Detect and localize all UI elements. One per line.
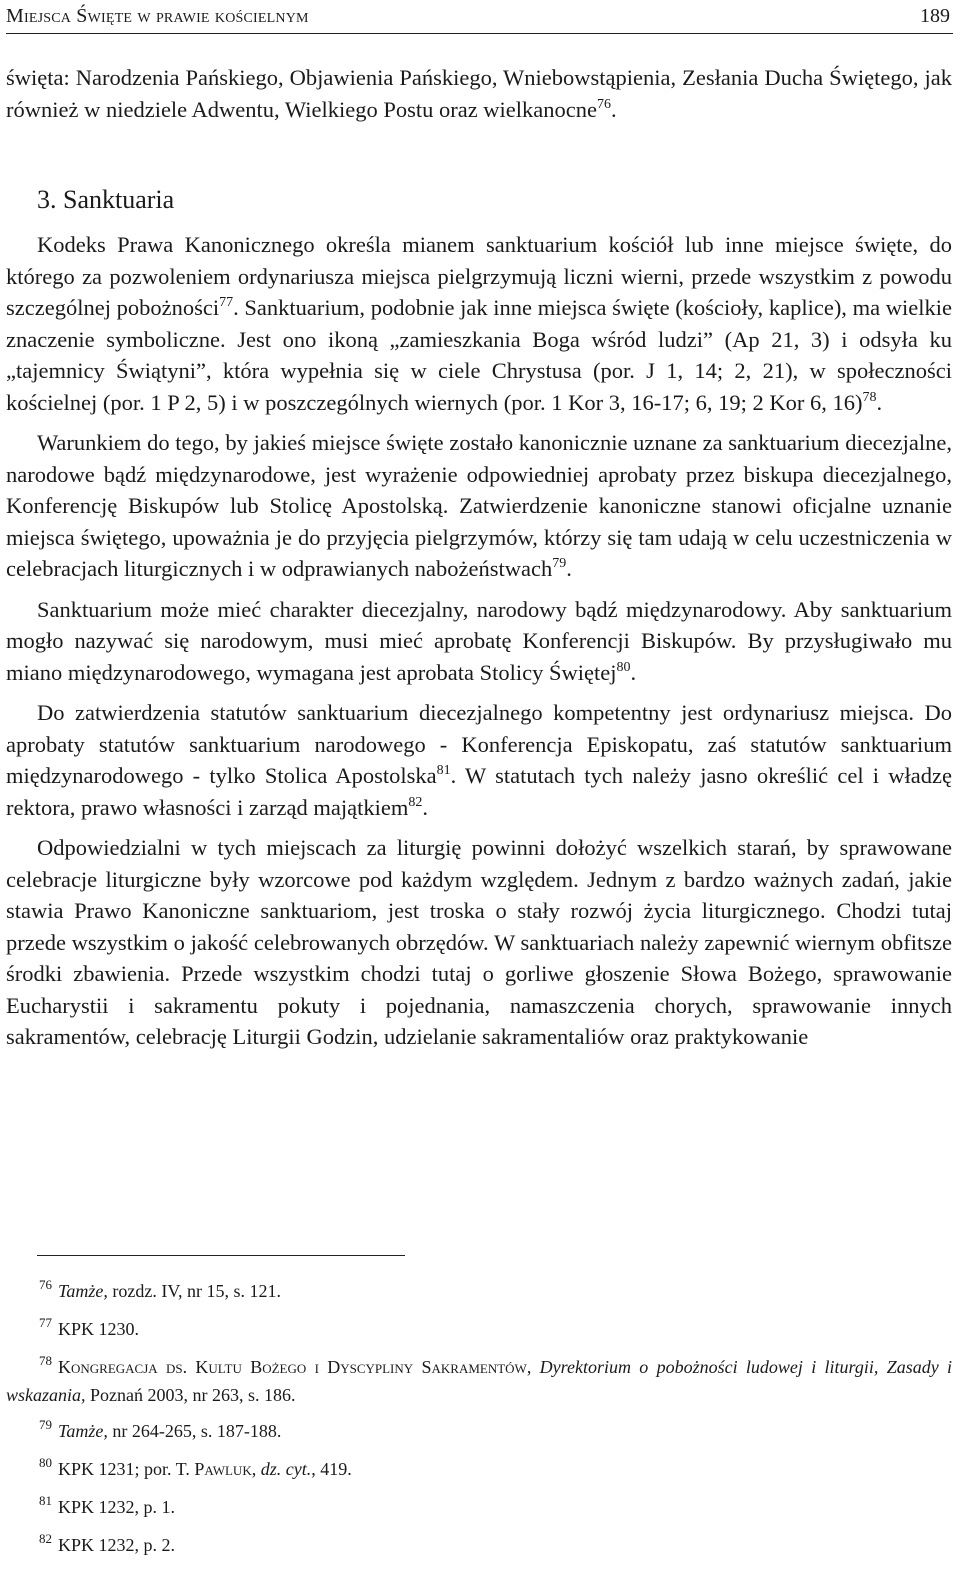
paragraph-text: . <box>566 556 572 581</box>
footnote-text: nr 264-265, s. 187-188. <box>107 1421 282 1441</box>
paragraph-text: . <box>422 794 428 820</box>
paragraph-text: . <box>876 389 883 415</box>
paragraph-text: . Sanktuarium, podobnie jak inne miejsca święte (kościoły, kaplice), ma wielkie znaczenie symboliczne. Jest ono ikoną „zamieszkania Boga wśród ludzi” (Ap 21, 3) i odsyła ku „tajemnicy Świątyni”, która wypełnia się w ciele Chrystusa (por. J 1, 14; 2, 21), w społeczności kościelnej (por. 1 P 2, 5) i w poszczególnych wiernych (por. 1 Kor 3, 16-17; 6, 19; 2 Kor 6, 16) <box>6 295 953 415</box>
footnote <box>6 1494 952 1522</box>
footnote <box>6 1316 952 1344</box>
running-title: Miejsca Święte w prawie kościelnym <box>6 5 309 27</box>
footnote <box>6 1418 952 1446</box>
paragraph <box>6 594 952 689</box>
footnote-author: Pawluk <box>194 1459 252 1479</box>
paragraph-text: święta: Narodzenia Pańskiego, Objawienia Pańskiego, Wniebowstąpienia, Zesłania Ducha Świętego, jak również w niedziele Adwentu, Wielkiego Postu oraz wielkanocne <box>6 65 952 122</box>
footnote-number: 76 <box>39 1277 52 1292</box>
footnote-italic: Tamże, <box>58 1281 108 1301</box>
footnotes <box>6 1278 952 1570</box>
footnote-text: rozdz. IV, nr 15, s. 121. <box>107 1281 282 1301</box>
running-header <box>6 5 953 34</box>
footnote-number: 79 <box>39 1417 52 1432</box>
footnote-text: KPK 1230. <box>58 1319 140 1339</box>
footnote <box>6 1456 952 1484</box>
paragraph <box>6 832 952 1053</box>
footnote-ref[interactable]: 77 <box>219 295 234 310</box>
paragraph-text: Odpowiedzialni w tych miejscach za liturgię powinni dołożyć wszelkich starań, by sprawowane celebracje liturgiczne były wzorcowe pod każdym względem. Jednym z bardzo ważnych zadań, jakie stawia Prawo Kanoniczne sanktuariom, jest troska o stały rozwój życia liturgicznego. Chodzi tutaj przede wszystkim o jakość celebrowanych obrzędów. W sanktuariach należy zapewnić wiernym obfitsze środki zbawienia. Przede wszystkim chodzi tutaj o gorliwe głoszenie Słowa Bożego, sprawowanie Eucharystii i sakramentu pokuty i pojednania, namaszczenia chorych, sprawowanie innych sakramentów, celebrację Liturgii Godzin, udzielanie sakramentaliów oraz praktykowanie <box>6 835 952 1049</box>
footnote-number: 77 <box>39 1315 52 1330</box>
footnote-text: , <box>251 1459 261 1479</box>
paragraph <box>6 229 952 418</box>
footnote-ref[interactable]: 78 <box>862 389 877 405</box>
footnote-italic: dz. cyt. <box>260 1459 312 1479</box>
footnote-text: KPK 1232, p. 2. <box>58 1535 176 1555</box>
footnote-text: Poznań 2003, nr 263, s. 186. <box>85 1385 296 1405</box>
section-heading: 3. Sanktuaria <box>37 185 175 214</box>
main-text <box>6 62 952 1053</box>
paragraph-continuation <box>6 62 952 125</box>
paragraph <box>6 697 952 823</box>
footnote-ref[interactable]: 79 <box>552 556 567 571</box>
paragraph-text: Warunkiem do tego, by jakieś miejsce święte zostało kanonicznie uznane za sanktuarium diecezjalne, narodowe bądź międzynarodowe, jest wyrażenie odpowiedniej aprobaty przez biskupa diecezjalnego, Konferencję Biskupów lub Stolicę Apostolską. Zatwierdzenie kanoniczne stanowi oficjalne uznanie miejsca świętego, upoważnia je do przyjęcia pielgrzymów, którzy się tam udają w celu uczestniczenia w celebracjach liturgicznych i w odprawianych nabożeństwach <box>6 430 952 581</box>
footnote-number: 78 <box>39 1353 52 1368</box>
paragraph-text: . <box>611 96 617 122</box>
footnote <box>6 1532 952 1560</box>
paragraph-text: Sanktuarium może mieć charakter diecezjalny, narodowy bądź międzynarodowy. Aby sanktuarium mogło nazywać się narodowym, musi mieć aprobatę Konferencji Biskupów. By przysługiwało mu miano międzynarodowego, wymagana jest aprobata Stolicy Świętej <box>6 596 952 685</box>
footnote-separator <box>37 1255 405 1256</box>
footnote-text: KPK 1231; por. T. <box>58 1459 195 1479</box>
paragraph <box>6 427 952 585</box>
paragraph-text: . W statutach tych należy jasno określić cel i władzę rektora, prawo własności i zarząd majątkiem <box>6 763 952 820</box>
paragraph-text: Do zatwierdzenia statutów sanktuarium diecezjalnego kompetentny jest ordynariusz miejsca. Do aprobaty statutów sanktuarium narodowego - Konferencja Episkopatu, zaś statutów sanktuarium międzynarodowego - tylko Stolica Apostolska <box>6 700 952 788</box>
footnote <box>6 1278 952 1306</box>
footnote-text: , 419. <box>311 1459 352 1479</box>
footnote-number: 82 <box>39 1531 52 1546</box>
footnote-italic: Tamże, <box>58 1421 108 1441</box>
footnote-ref[interactable]: 81 <box>436 763 451 778</box>
footnote-number: 80 <box>39 1455 52 1470</box>
footnote-ref[interactable]: 82 <box>408 794 423 810</box>
footnote-number: 81 <box>39 1493 52 1508</box>
paragraph-text: Kodeks Prawa Kanonicznego określa mianem sanktuarium kościół lub inne miejsce święte, do którego za pozwoleniem ordynariusza miejsca pielgrzymują liczni wierni, przede wszystkim z powodu szczególnej pobożności <box>6 232 952 320</box>
footnote-ref[interactable]: 76 <box>597 96 611 112</box>
footnote <box>6 1354 952 1408</box>
footnote-ref[interactable]: 80 <box>616 659 631 675</box>
footnote-italic: Dyrektorium o pobożności ludowej i liturgii, Zasady i wskazania, <box>6 1357 953 1405</box>
footnote-text: KPK 1232, p. 1. <box>58 1497 176 1517</box>
footnote-author: Kongregacja ds. Kultu Bożego i Dyscypliny Sakramentów, <box>58 1357 532 1377</box>
paragraph-text: . <box>630 659 637 685</box>
page-number: 189 <box>920 5 950 27</box>
